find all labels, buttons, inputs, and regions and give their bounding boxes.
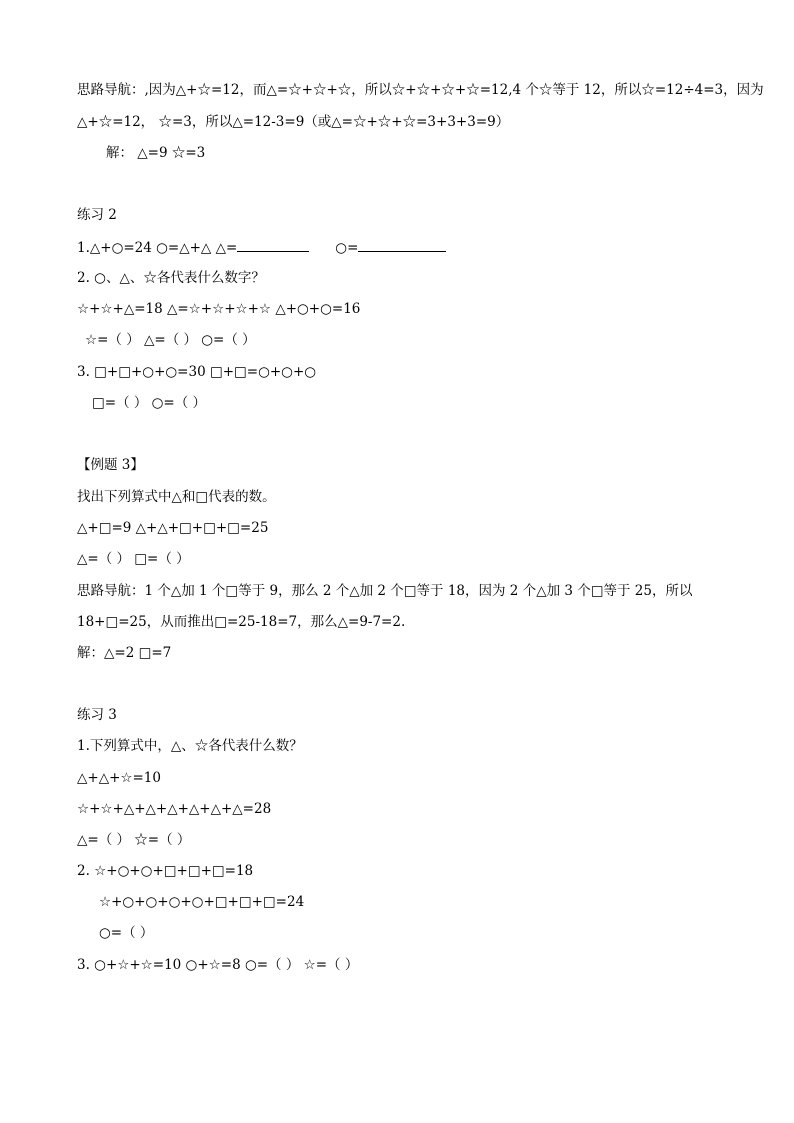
exercise-2-heading: 练习 2 <box>77 207 117 223</box>
exercise-3-q2-equation-2: ☆+○+○+○+○+□+□+□=24 <box>99 894 305 910</box>
exercise-2-q1-text: 1.△+○=24 ○=△+△ △= <box>77 240 238 256</box>
exercise-3-q2-answer: ○=（ ） <box>99 925 154 941</box>
solution-hint-line-2: △+☆=12， ☆=3，所以△=12-3=9（或△=☆+☆+☆=3+3+3=9） <box>77 114 510 130</box>
exercise-3-q3: 3. ○+☆+☆=10 ○+☆=8 ○=（ ） ☆=（ ） <box>77 957 359 973</box>
example-3-prompt: 找出下列算式中△和□代表的数。 <box>77 489 276 505</box>
exercise-3-q1: 1.下列算式中，△、☆各代表什么数？ <box>77 738 303 754</box>
solution-answer: 解： △=9 ☆=3 <box>106 145 206 161</box>
exercise-3-q1-answers: △=（ ） ☆=（ ） <box>77 832 191 848</box>
exercise-3-q1-equation-2: ☆+☆+△+△+△+△+△+△=28 <box>77 801 272 817</box>
solution-hint-line-1: 思路导航：,因为△+☆=12，而△=☆+☆+☆，所以☆+☆+☆+☆=12,4 个☆等于 12，所以☆=12÷4=3，因为 <box>77 82 764 98</box>
example-3-heading: 【例题 3】 <box>77 457 144 473</box>
answer-blank-circle[interactable] <box>358 237 446 252</box>
example-3-answers: △=（ ） □=（ ） <box>77 551 190 567</box>
exercise-3-heading: 练习 3 <box>77 707 117 723</box>
exercise-2-q1 <box>77 237 446 258</box>
exercise-2-q3: 3. □+□+○+○=30 □+□=○+○+○ <box>77 364 317 380</box>
exercise-2-q2-answers: ☆=（ ） △=（ ） ○=（ ） <box>85 332 256 348</box>
exercise-3-q2: 2. ☆+○+○+□+□+□=18 <box>77 863 254 879</box>
example-3-equations: △+□=9 △+△+□+□+□=25 <box>77 520 269 536</box>
example-3-solution: 解：△=2 □=7 <box>77 645 172 661</box>
exercise-2-q1-circle-label: ○= <box>335 240 359 256</box>
answer-blank-triangle[interactable] <box>237 237 309 252</box>
exercise-2-q2: 2. ○、△、☆各代表什么数字？ <box>77 270 265 286</box>
example-3-hint-line-2: 18+□=25，从而推出□=25-18=7，那么△=9-7=2. <box>77 614 406 630</box>
exercise-2-q3-answers: □=（ ） ○=（ ） <box>92 395 207 411</box>
exercise-3-q1-equation-1: △+△+☆=10 <box>77 770 161 786</box>
exercise-2-q2-equations: ☆+☆+△=18 △=☆+☆+☆+☆ △+○+○=16 <box>77 301 361 317</box>
example-3-hint-line-1: 思路导航：1 个△加 1 个□等于 9，那么 2 个△加 2 个□等于 18，因为 2 个△加 3 个□等于 25，所以 <box>77 583 693 599</box>
